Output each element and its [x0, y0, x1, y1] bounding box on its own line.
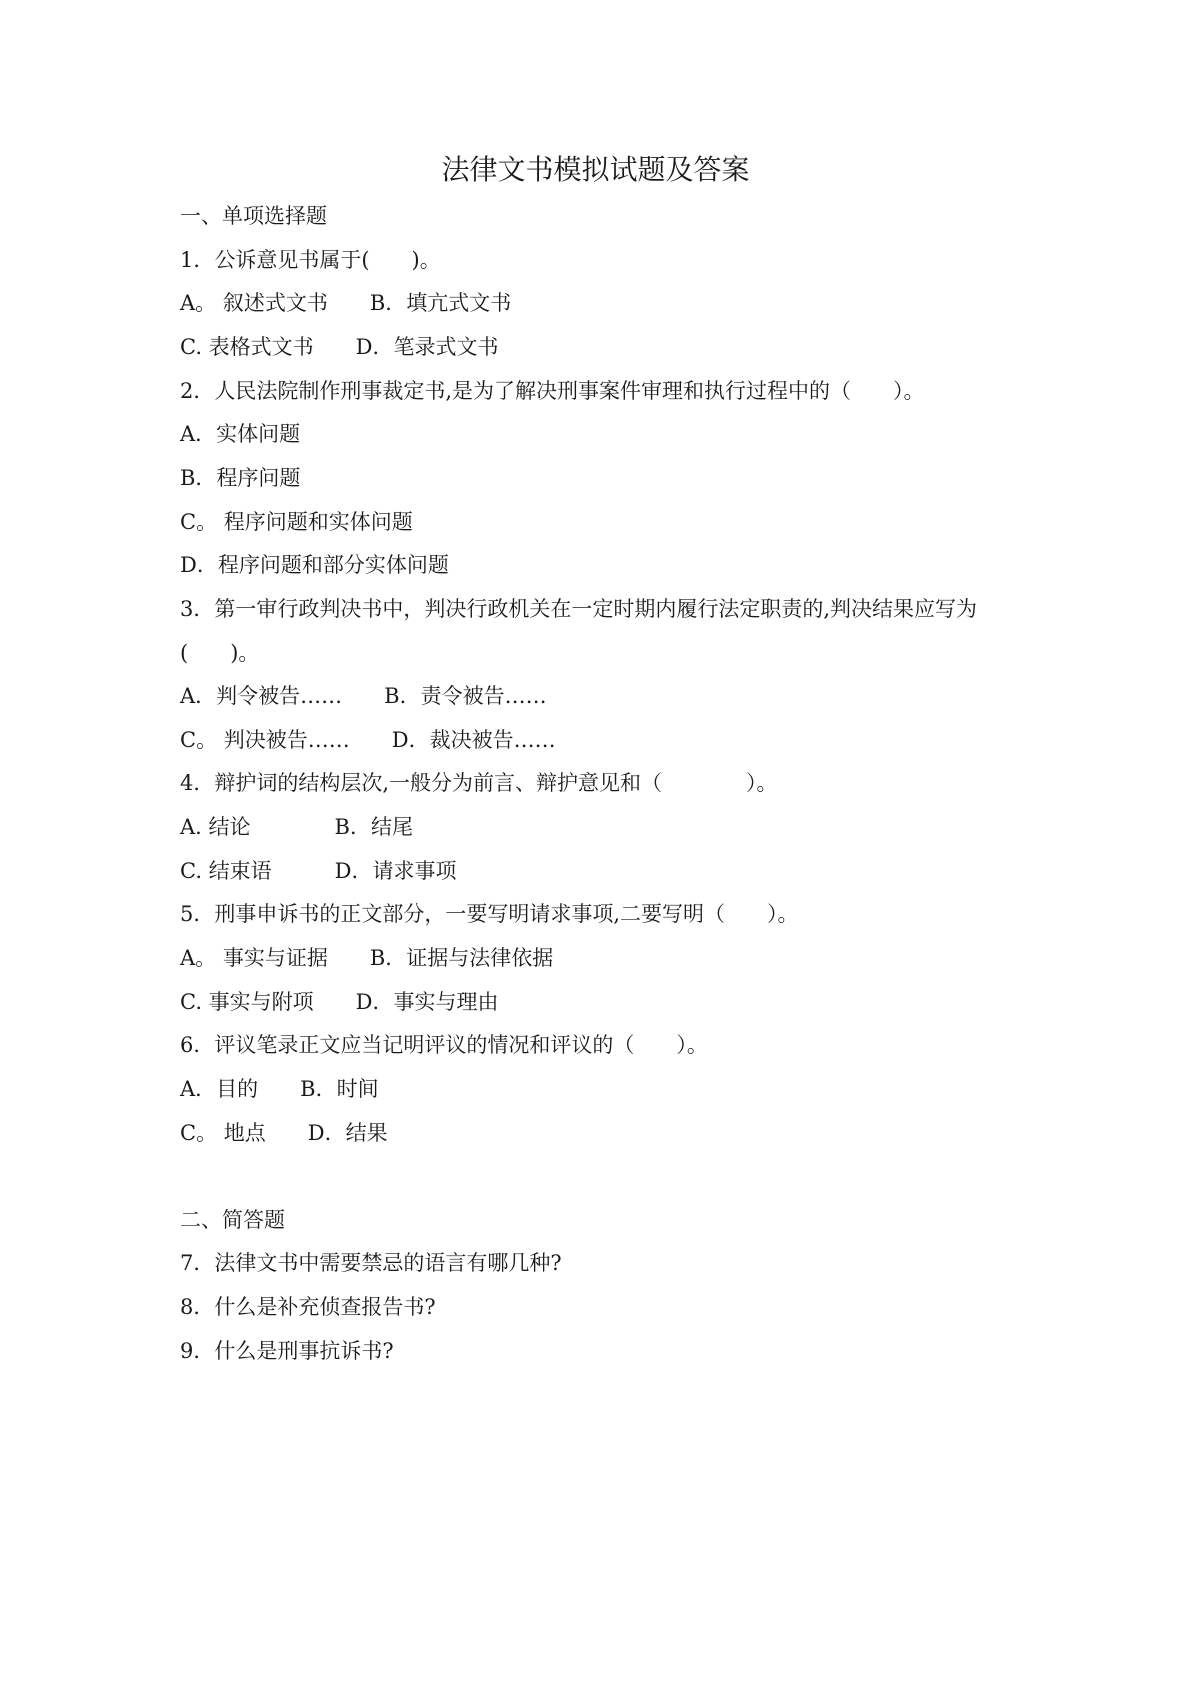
- question-2-option-a: A．实体问题: [180, 422, 301, 446]
- question-3-stem-line-1: 3．第一审行政判决书中，判决行政机关在一定时期内履行法定职责的,判决结果应写为: [180, 597, 978, 621]
- section-heading-short-answer: 二、简答题: [180, 1208, 285, 1232]
- question-3-options-ab: A．判令被告…… B．责令被告……: [180, 684, 547, 708]
- question-2-stem: 2．人民法院制作刑事裁定书,是为了解决刑事案件审理和执行过程中的（ ）。: [180, 379, 925, 403]
- question-6-options-cd: C。 地点 D．结果: [180, 1121, 388, 1145]
- question-4-options-ab: A. 结论 B．结尾: [180, 815, 413, 839]
- section-heading-single-choice: 一、单项选择题: [180, 204, 327, 228]
- question-3-options-cd: C。 判决被告…… D．裁决被告……: [180, 728, 556, 752]
- document-title: 法律文书模拟试题及答案: [441, 153, 750, 186]
- question-6-stem: 6．评议笔录正文应当记明评议的情况和评议的（ ）。: [180, 1033, 708, 1057]
- question-5-options-cd: C. 事实与附项 D．事实与理由: [180, 990, 499, 1014]
- question-1-stem: 1．公诉意见书属于( )。: [180, 248, 441, 272]
- question-5-stem: 5．刑事申诉书的正文部分，一要写明请求事项,二要写明（ ）。: [180, 902, 799, 926]
- question-7: 7．法律文书中需要禁忌的语言有哪几种?: [180, 1251, 562, 1275]
- question-5-options-ab: A。 事实与证据 B．证据与法律依据: [180, 946, 554, 970]
- question-8: 8．什么是补充侦查报告书?: [180, 1295, 436, 1319]
- question-1-options-ab: A。 叙述式文书 B．填亢式文书: [180, 291, 512, 315]
- question-9: 9．什么是刑事抗诉书?: [180, 1339, 394, 1363]
- question-4-options-cd: C. 结束语 D．请求事项: [180, 859, 457, 883]
- question-2-option-c: C。 程序问题和实体问题: [180, 510, 413, 534]
- question-2-option-b: B．程序问题: [180, 466, 301, 490]
- question-3-stem-line-2: ( )。: [180, 641, 260, 665]
- question-1-options-cd: C. 表格式文书 D．笔录式文书: [180, 335, 499, 359]
- question-6-options-ab: A．目的 B．时间: [180, 1077, 379, 1101]
- question-2-option-d: D．程序问题和部分实体问题: [180, 553, 449, 577]
- question-4-stem: 4．辩护词的结构层次,一般分为前言、辩护意见和（ ）。: [180, 771, 778, 795]
